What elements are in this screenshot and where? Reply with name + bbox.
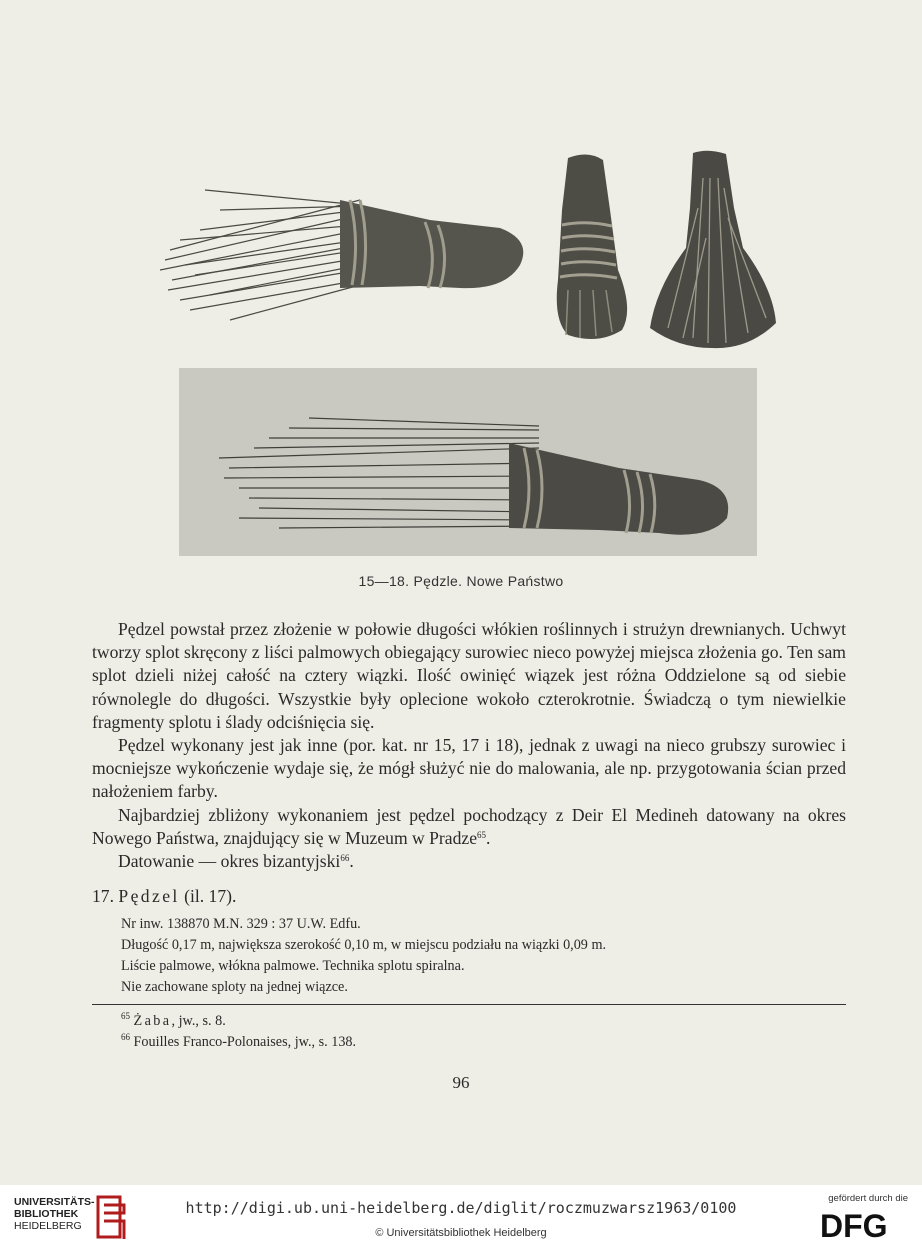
- funded-by-label: gefördert durch die: [828, 1193, 908, 1204]
- footnotes: [121, 1011, 356, 1053]
- entry-line: Długość 0,17 m, największa szerokość 0,10 m, w miejscu podziału na wiązki 0,09 m.: [121, 937, 607, 953]
- dfg-logo[interactable]: [818, 1207, 908, 1241]
- brush-photo-top-middle: [548, 150, 634, 345]
- footnote-ref-65[interactable]: 65: [477, 829, 487, 840]
- body-text: [92, 618, 846, 873]
- page-number: 96: [452, 1073, 470, 1092]
- paragraph-3: Najbardziej zbliżony wykonaniem jest pędzel pochodzący z Deir El Medineh datowany na okres Nowego Państwa, znajdujący się w Muzeum w Pradze$^{65}$.: [92, 804, 846, 848]
- catalog-entry-details: [121, 914, 606, 998]
- figure-caption: 15—18. Pędzle. Nowe Państwo: [358, 573, 564, 589]
- footnote-66: $^{66}$ Fouilles Franco-Polonaises, jw., s. 138.: [121, 1032, 357, 1050]
- dfg-logo-text: DFG: [820, 1208, 888, 1241]
- copyright-text: © Universitätsbibliothek Heidelberg: [375, 1227, 547, 1239]
- entry-line: Nr inw. 138870 M.N. 329 : 37 U.W. Edfu.: [121, 916, 361, 932]
- entry-line: Liście palmowe, włókna palmowe. Technika splotu spiralna.: [121, 958, 465, 974]
- paragraph-2: Pędzel wykonany jest jak inne (por. kat. nr 15, 17 i 18), jednak z uwagi na nieco grubszy surowiec i mocniejsze wykończenie wydaje się, że mógł służyć nie do malowania, ale np. przygotowania ścian przed nałożeniem farby.: [92, 735, 846, 802]
- entry-line: Nie zachowane sploty na jednej wiązce.: [121, 979, 348, 995]
- catalog-entry-title: 17. Pędzel (il. 17).: [92, 886, 237, 906]
- footnote-divider: [92, 1004, 846, 1005]
- brush-photo-top-left: [160, 170, 532, 330]
- library-name[interactable]: UNIVERSITÄTS- BIBLIOTHEK HEIDELBERG: [14, 1196, 95, 1232]
- paragraph-4: Datowanie — okres bizantyjski$^{66}$.: [118, 851, 354, 872]
- footer-bar: [0, 1185, 922, 1251]
- brush-photo-bottom: [179, 368, 757, 556]
- permalink-url[interactable]: http://digi.ub.uni-heidelberg.de/diglit/roczmuzwarsz1963/0100: [185, 1199, 737, 1217]
- entry-name: Pędzel: [118, 886, 180, 906]
- paragraph-1: Pędzel powstał przez złożenie w połowie długości włókien roślinnych i strużyn drewnianych. Uchwyt tworzy splot skręcony z liści palmowych obiegający surowiec nieco powyżej miejsca złożenia go. Ten sam splot dzieli niżej całość na cztery wiązki. Ilość owinięć wiązek jest różna Oddzielone są od siebie równolegle do długości. Wszystkie były oplecione wokoło czterokrotnie. Świadczą o tym niewielkie fragmenty splotu i ślady odciśnięcia się.: [92, 619, 846, 732]
- brush-photo-top-right: [648, 148, 778, 350]
- footnote-ref-66[interactable]: 66: [340, 853, 350, 864]
- footnote-65: $^{65}$ Żaba, jw., s. 8.: [121, 1011, 226, 1029]
